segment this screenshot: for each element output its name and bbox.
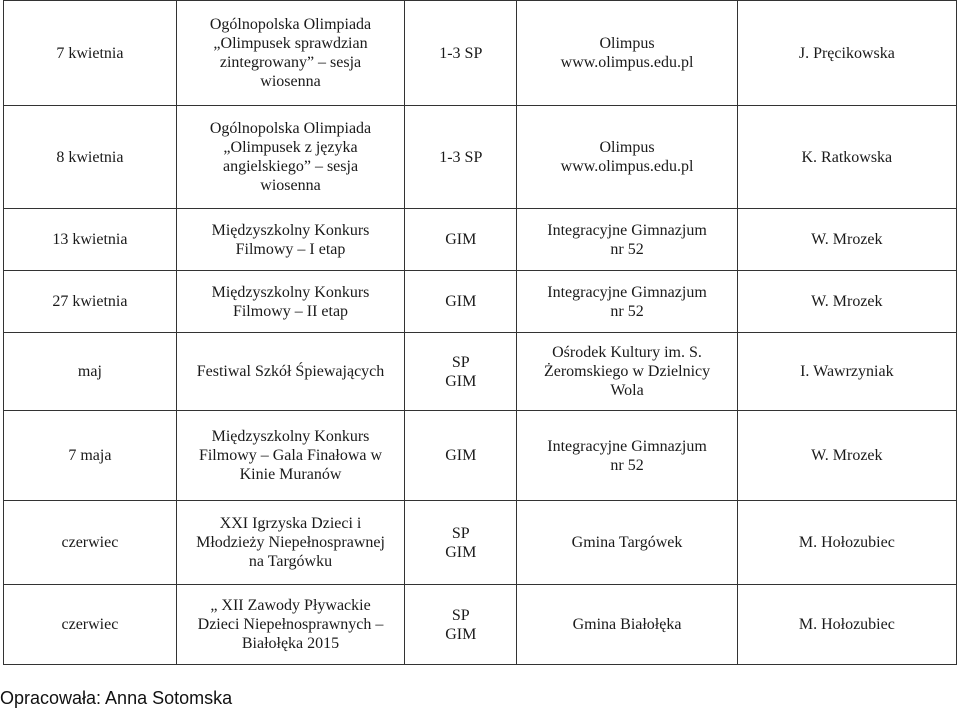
table-row bbox=[4, 1, 957, 106]
responsible-cell: W. Mrozek bbox=[737, 209, 956, 271]
organizer-cell bbox=[517, 501, 737, 585]
responsible-cell: M. Hołozubiec bbox=[737, 501, 956, 585]
event-cell-line: Kinie Muranów bbox=[239, 466, 342, 483]
responsible-cell: K. Ratkowska bbox=[737, 106, 956, 209]
organizer-cell-line: nr 52 bbox=[610, 240, 644, 258]
event-cell-line: Międzyszkolny Konkurs bbox=[211, 428, 370, 445]
responsible-cell: J. Pręcikowska bbox=[737, 1, 956, 106]
date-cell: maj bbox=[4, 333, 177, 411]
organizer-cell-line: Gmina Targówek bbox=[571, 534, 683, 551]
level-cell-line: GIM bbox=[445, 231, 477, 248]
level-cell-line: GIM bbox=[445, 372, 477, 390]
event-cell-line: Młodzieży Niepełnosprawnej bbox=[196, 534, 385, 551]
table-row bbox=[4, 209, 957, 271]
date-cell: 7 kwietnia bbox=[4, 1, 177, 106]
event-cell bbox=[176, 106, 404, 209]
event-cell bbox=[176, 209, 404, 271]
organizer-cell bbox=[517, 411, 737, 501]
table-row bbox=[4, 411, 957, 501]
responsible-cell: W. Mrozek bbox=[737, 411, 956, 501]
event-cell-line: na Targówku bbox=[248, 553, 333, 570]
event-cell-line: Filmowy – II etap bbox=[232, 302, 349, 320]
event-cell bbox=[176, 271, 404, 333]
level-cell-line: 1-3 SP bbox=[439, 44, 483, 62]
date-cell: 8 kwietnia bbox=[4, 106, 177, 209]
level-cell bbox=[405, 501, 517, 585]
organizer-cell bbox=[517, 585, 737, 665]
event-cell-line: wiosenna bbox=[260, 177, 321, 194]
event-cell-line: Filmowy – Gala Finałowa w bbox=[198, 447, 383, 464]
level-cell-line: GIM bbox=[445, 447, 477, 464]
date-cell: czerwiec bbox=[4, 585, 177, 665]
event-cell-line: „Olimpusek sprawdzian bbox=[213, 35, 368, 52]
organizer-cell-line: Olimpus bbox=[599, 139, 655, 156]
organizer-cell-line: Gmina Białołęka bbox=[572, 616, 682, 633]
level-cell bbox=[405, 1, 517, 106]
organizer-cell bbox=[517, 209, 737, 271]
table-row bbox=[4, 333, 957, 411]
responsible-cell: I. Wawrzyniak bbox=[737, 333, 956, 411]
level-cell-line: 1-3 SP bbox=[439, 148, 483, 166]
event-cell bbox=[176, 585, 404, 665]
date-cell: czerwiec bbox=[4, 501, 177, 585]
event-cell bbox=[176, 501, 404, 585]
event-cell-line: „ XII Zawody Pływackie bbox=[210, 597, 371, 614]
table-row bbox=[4, 585, 957, 665]
level-cell-line: GIM bbox=[445, 293, 477, 310]
level-cell-line: SP bbox=[451, 353, 470, 371]
event-cell-line: Dzieci Niepełnosprawnych – bbox=[197, 616, 384, 633]
organizer-cell bbox=[517, 1, 737, 106]
responsible-cell: M. Hołozubiec bbox=[737, 585, 956, 665]
date-cell: 27 kwietnia bbox=[4, 271, 177, 333]
table-row bbox=[4, 271, 957, 333]
organizer-cell-line: Olimpus bbox=[599, 35, 655, 52]
level-cell bbox=[405, 209, 517, 271]
event-cell bbox=[176, 1, 404, 106]
organizer-cell-line: nr 52 bbox=[610, 302, 644, 320]
author-footer: Opracowała: Anna Sotomska bbox=[0, 688, 233, 708]
event-cell-line: Białołęka 2015 bbox=[241, 635, 340, 652]
level-cell bbox=[405, 333, 517, 411]
organizer-cell bbox=[517, 271, 737, 333]
schedule-body bbox=[4, 1, 957, 665]
organizer-cell-line: Integracyjne Gimnazjum bbox=[547, 283, 707, 301]
level-cell-line: GIM bbox=[445, 625, 477, 643]
table-row bbox=[4, 501, 957, 585]
organizer-cell-line: www.olimpus.edu.pl bbox=[560, 54, 694, 71]
event-cell-line: Międzyszkolny Konkurs bbox=[211, 221, 370, 239]
responsible-cell: W. Mrozek bbox=[737, 271, 956, 333]
organizer-cell-line: www.olimpus.edu.pl bbox=[560, 158, 694, 175]
event-cell-line: Międzyszkolny Konkurs bbox=[211, 283, 370, 301]
event-cell-line: angielskiego” – sesja bbox=[222, 158, 359, 175]
event-cell-line: wiosenna bbox=[260, 73, 321, 90]
date-cell: 7 maja bbox=[4, 411, 177, 501]
event-cell bbox=[176, 411, 404, 501]
level-cell-line: SP bbox=[451, 524, 470, 542]
event-cell-line: Ogólnopolska Olimpiada bbox=[209, 120, 372, 137]
organizer-cell bbox=[517, 106, 737, 209]
organizer-cell-line: nr 52 bbox=[610, 456, 644, 474]
event-cell-line: Ogólnopolska Olimpiada bbox=[209, 16, 372, 33]
organizer-cell-line: Integracyjne Gimnazjum bbox=[547, 437, 707, 455]
level-cell-line: GIM bbox=[445, 543, 477, 561]
schedule-table bbox=[3, 0, 957, 665]
table-row bbox=[4, 106, 957, 209]
event-cell bbox=[176, 333, 404, 411]
event-cell-line: Festiwal Szkół Śpiewających bbox=[196, 363, 385, 380]
event-cell-line: „Olimpusek z języka bbox=[223, 139, 358, 156]
organizer-cell-line: Żeromskiego w Dzielnicy bbox=[543, 363, 711, 380]
event-cell-line: Filmowy – I etap bbox=[235, 240, 346, 258]
organizer-cell bbox=[517, 333, 737, 411]
date-cell: 13 kwietnia bbox=[4, 209, 177, 271]
event-cell-line: XXI Igrzyska Dzieci i bbox=[219, 515, 362, 532]
level-cell bbox=[405, 271, 517, 333]
level-cell bbox=[405, 411, 517, 501]
organizer-cell-line: Integracyjne Gimnazjum bbox=[547, 221, 707, 239]
organizer-cell-line: Ośrodek Kultury im. S. bbox=[552, 344, 702, 361]
level-cell bbox=[405, 106, 517, 209]
level-cell bbox=[405, 585, 517, 665]
event-cell-line: zintegrowany” – sesja bbox=[219, 54, 362, 71]
organizer-cell-line: Wola bbox=[610, 382, 644, 399]
level-cell-line: SP bbox=[451, 606, 470, 624]
